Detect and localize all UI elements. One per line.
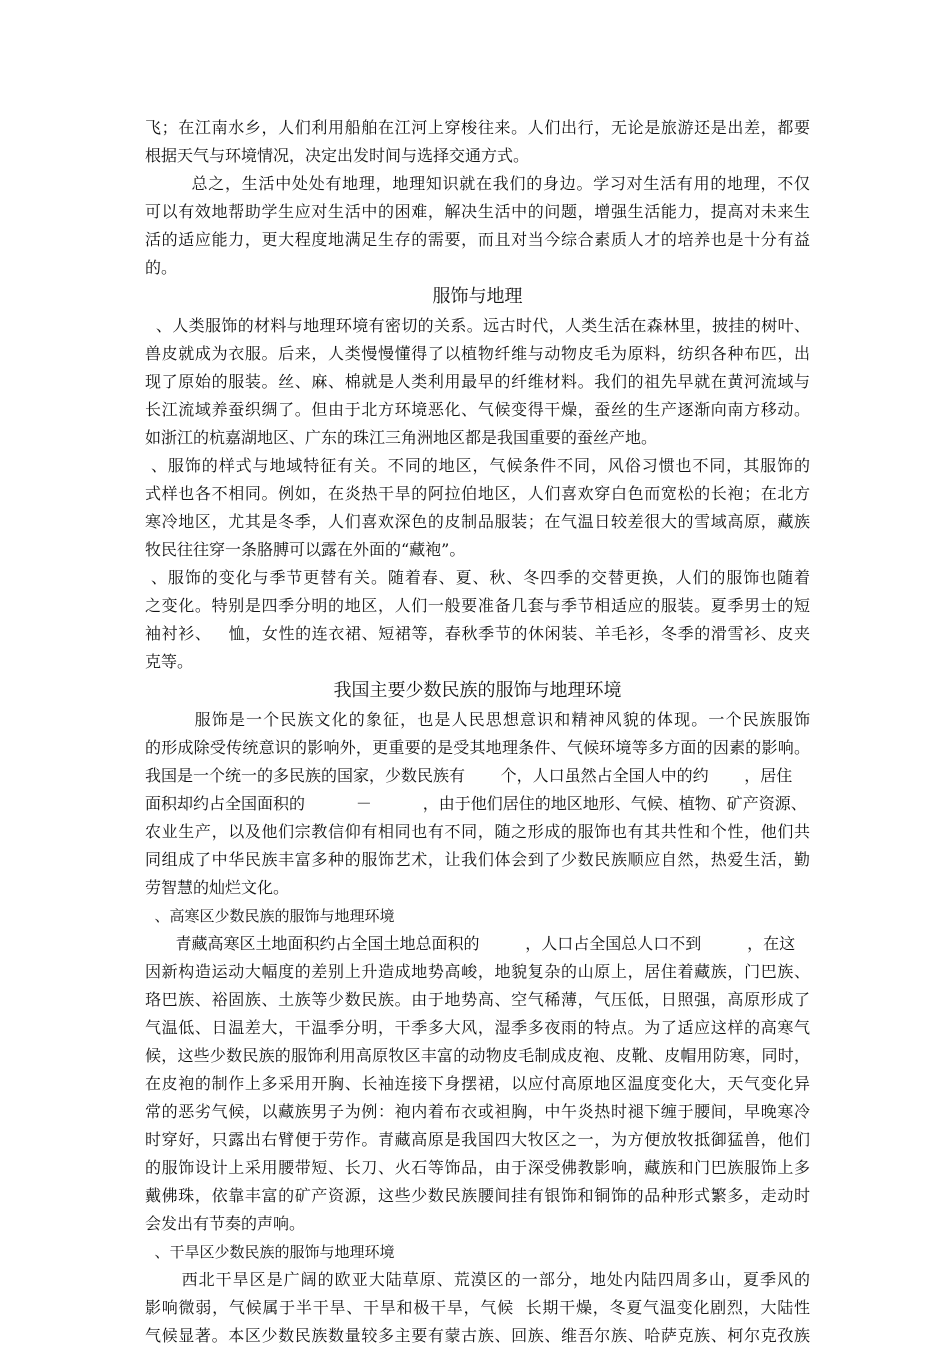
text-line: 根据天气与环境情况，决定出发时间与选择交通方式。 <box>145 146 530 165</box>
text-line: 常的恶劣气候，以藏族男子为例：袍内着布衣或袒胸，中午炎热时褪下缠于腰间，早晚寒冷 <box>145 1102 810 1121</box>
text-line: 如浙江的杭嘉湖地区、广东的珠江三角洲地区都是我国重要的蚕丝产地。 <box>145 428 658 447</box>
section1-paragraph-seasons <box>145 564 810 676</box>
document-page <box>145 114 810 1350</box>
arid-paragraph <box>145 1266 810 1350</box>
text-line: 影响微弱，气候属于半干旱、干旱和极干旱，气候 长期干燥，冬夏气温变化剧烈，大陆性 <box>145 1298 810 1317</box>
section1-paragraph-materials <box>145 312 810 452</box>
text-line: 、服饰的样式与地域特征有关。不同的地区，气候条件不同，风俗习惯也不同，其服饰的 <box>145 456 810 475</box>
text-line: 气温低、日温差大，干温季分明，干季多大风，湿季多夜雨的特点。为了适应这样的高寒气 <box>145 1018 810 1037</box>
text-line: 活的适应能力，更大程度地满足生存的需要，而且对当今综合素质人才的培养也是十分有益 <box>145 230 810 249</box>
text-line: 总之，生活中处处有地理，地理知识就在我们的身边。学习对生活有用的地理，不仅 <box>145 174 810 193</box>
text-line: 长江流域养蚕织绸了。但由于北方环境恶化、气候变得干燥，蚕丝的生产逐渐向南方移动。 <box>145 400 810 419</box>
text-line: 现了原始的服装。丝、麻、棉就是人类利用最早的纤维材料。我们的祖先早就在黄河流域与 <box>145 372 810 391</box>
alpine-paragraph <box>145 930 810 1238</box>
text-line: 面积却约占全国面积的 － ，由于他们居住的地区地形、气候、植物、矿产资源、 <box>145 794 807 813</box>
text-line: 会发出有节奏的声响。 <box>145 1214 306 1233</box>
text-line: 、服饰的变化与季节更替有关。随着春、夏、秋、冬四季的交替更换，人们的服饰也随着 <box>145 568 810 587</box>
subsection-title-arid: 、干旱区少数民族的服饰与地理环境 <box>145 1243 395 1261</box>
subsection-title-alpine: 、高寒区少数民族的服饰与地理环境 <box>145 907 395 925</box>
section2-intro-paragraph <box>145 706 810 902</box>
text-line: 青藏高寒区土地面积约占全国土地总面积的 ，人口占全国总人口不到 ，在这 <box>145 934 796 953</box>
text-line: 的形成除受传统意识的影响外，更重要的是受其地理条件、气候环境等多方面的因素的影响。 <box>145 738 810 757</box>
text-line: 服饰是一个民族文化的象征，也是人民思想意识和精神风貌的体现。一个民族服饰 <box>145 710 810 729</box>
section-title-minority-clothing: 我国主要少数民族的服饰与地理环境 <box>333 680 622 701</box>
text-line: 牧民往往穿一条胳膊可以露在外面的“藏袍”。 <box>145 540 466 559</box>
top-paragraph <box>145 114 810 170</box>
text-line: 在皮袍的制作上多采用开胸、长袖连接下身摆裙，以应付高原地区温度变化大，天气变化异 <box>145 1074 810 1093</box>
text-line: 西北干旱区是广阔的欧亚大陆草原、荒漠区的一部分，地处内陆四周多山，夏季风的 <box>145 1270 810 1289</box>
text-line: 飞；在江南水乡，人们利用船舶在江河上穿梭往来。人们出行，无论是旅游还是出差，都要 <box>145 118 810 137</box>
text-line: 我国是一个统一的多民族的国家，少数民族有 个，人口虽然占全国人中的约 ，居住 <box>145 766 793 785</box>
text-line: 珞巴族、裕固族、土族等少数民族。由于地势高、空气稀薄，气压低，日照强，高原形成了 <box>145 990 810 1009</box>
text-line: 可以有效地帮助学生应对生活中的困难，解决生活中的问题，增强生活能力，提高对未来生 <box>145 202 810 221</box>
text-line: 候，这些少数民族的服饰利用高原牧区丰富的动物皮毛制成皮袍、皮靴、皮帽用防寒，同时， <box>145 1046 810 1065</box>
section-title-clothing-geography: 服饰与地理 <box>432 286 523 307</box>
text-line: 、人类服饰的材料与地理环境有密切的关系。远古时代，人类生活在森林里，披挂的树叶、 <box>145 316 810 335</box>
text-line: 之变化。特别是四季分明的地区，人们一般要准备几套与季节相适应的服装。夏季男士的短 <box>145 596 810 615</box>
text-line: 劳智慧的灿烂文化。 <box>145 878 290 897</box>
text-line: 克等。 <box>145 652 194 671</box>
text-line: 戴佛珠，依靠丰富的矿产资源，这些少数民族腰间挂有银饰和铜饰的品种形式繁多，走动时 <box>145 1186 810 1205</box>
text-line: 的服饰设计上采用腰带短、长刀、火石等饰品，由于深受佛教影响，藏族和门巴族服饰上多 <box>145 1158 810 1177</box>
text-line: 袖衬衫、 恤，女性的连衣裙、短裙等，春秋季节的休闲装、羊毛衫，冬季的滑雪衫、皮夹 <box>145 624 810 643</box>
section1-paragraph-styles <box>145 452 810 564</box>
text-line: 农业生产，以及他们宗教信仰有相同也有不同，随之形成的服饰也有其共性和个性，他们共 <box>145 822 810 841</box>
text-line: 时穿好，只露出右臂便于劳作。青藏高原是我国四大牧区之一，为方便放牧抵御猛兽，他们 <box>145 1130 810 1149</box>
text-line: 因新构造运动大幅度的差别上升造成地势高峻，地貌复杂的山原上，居住着藏族，门巴族、 <box>145 962 810 981</box>
text-line: 兽皮就成为衣服。后来，人类慢慢懂得了以植物纤维与动物皮毛为原料，纺织各种布匹，出 <box>145 344 810 363</box>
text-line: 气候显著。本区少数民族数量较多主要有蒙古族、回族、维吾尔族、哈萨克族、柯尔克孜族 <box>145 1326 810 1345</box>
text-line: 的。 <box>145 258 178 277</box>
summary-paragraph <box>145 170 810 282</box>
text-line: 寒冷地区，尤其是冬季，人们喜欢深色的皮制品服装；在气温日较差很大的雪域高原，藏族 <box>145 512 810 531</box>
text-line: 同组成了中华民族丰富多种的服饰艺术，让我们体会到了少数民族顺应自然，热爱生活，勤 <box>145 850 810 869</box>
text-line: 式样也各不相同。例如，在炎热干旱的阿拉伯地区，人们喜欢穿白色而宽松的长袍；在北方 <box>145 484 810 503</box>
